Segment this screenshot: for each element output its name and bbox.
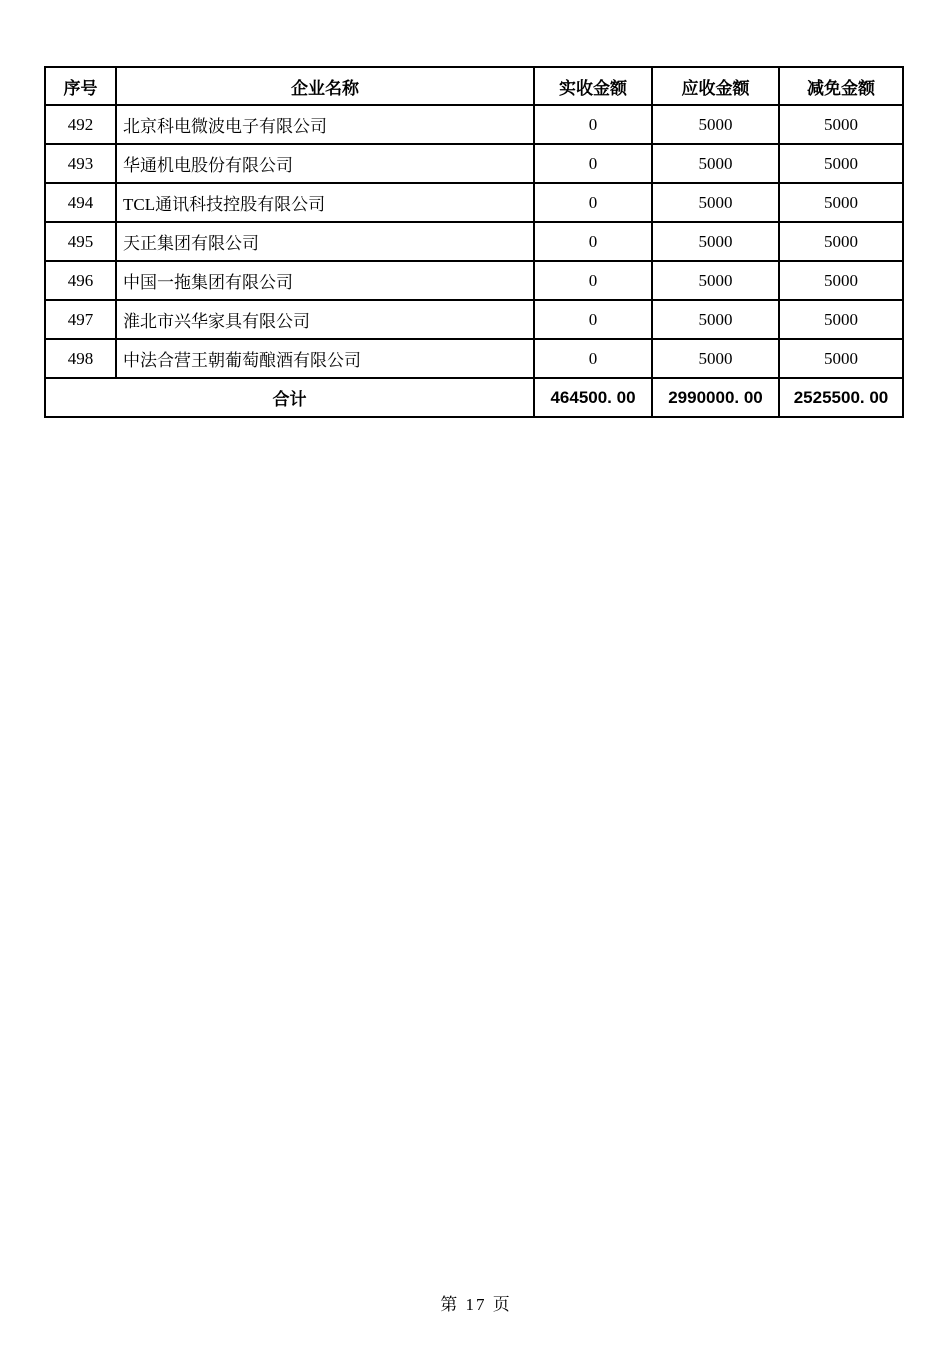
- table-row: [45, 261, 903, 300]
- reduction-amount-cell: 5000: [779, 183, 903, 222]
- received-amount-cell: 0: [534, 300, 652, 339]
- total-received-cell: 464500. 00: [534, 378, 652, 417]
- table-row: [45, 300, 903, 339]
- page-number: 第 17 页: [440, 1295, 512, 1314]
- table-row: [45, 183, 903, 222]
- header-cell-received: 实收金额: [534, 67, 652, 105]
- row-index-cell: 495: [45, 222, 116, 261]
- table-header-row: [45, 67, 903, 105]
- row-index-cell: 492: [45, 105, 116, 144]
- company-name-cell: 北京科电微波电子有限公司: [116, 105, 534, 144]
- reduction-amount-cell: 5000: [779, 300, 903, 339]
- row-index-cell: 497: [45, 300, 116, 339]
- total-reduction-cell: 2525500. 00: [779, 378, 903, 417]
- reduction-amount-cell: 5000: [779, 339, 903, 378]
- company-name-cell: 天正集团有限公司: [116, 222, 534, 261]
- company-name-cell: 华通机电股份有限公司: [116, 144, 534, 183]
- total-label-cell: 合计: [45, 378, 534, 417]
- total-receivable-cell: 2990000. 00: [652, 378, 779, 417]
- reduction-amount-cell: 5000: [779, 222, 903, 261]
- receivable-amount-cell: 5000: [652, 183, 779, 222]
- header-cell-reduction: 减免金额: [779, 67, 903, 105]
- reduction-amount-cell: 5000: [779, 144, 903, 183]
- receivable-amount-cell: 5000: [652, 261, 779, 300]
- received-amount-cell: 0: [534, 144, 652, 183]
- received-amount-cell: 0: [534, 183, 652, 222]
- row-index-cell: 496: [45, 261, 116, 300]
- received-amount-cell: 0: [534, 105, 652, 144]
- reduction-amount-cell: 5000: [779, 261, 903, 300]
- header-cell-receivable: 应收金额: [652, 67, 779, 105]
- row-index-cell: 494: [45, 183, 116, 222]
- company-name-cell: 中国一拖集团有限公司: [116, 261, 534, 300]
- receivable-amount-cell: 5000: [652, 339, 779, 378]
- reduction-amount-cell: 5000: [779, 105, 903, 144]
- row-index-cell: 498: [45, 339, 116, 378]
- receivable-amount-cell: 5000: [652, 222, 779, 261]
- row-index-cell: 493: [45, 144, 116, 183]
- receivable-amount-cell: 5000: [652, 144, 779, 183]
- received-amount-cell: 0: [534, 261, 652, 300]
- header-cell-index: 序号: [45, 67, 116, 105]
- received-amount-cell: 0: [534, 339, 652, 378]
- header-cell-company: 企业名称: [116, 67, 534, 105]
- company-name-cell: TCL通讯科技控股有限公司: [116, 183, 534, 222]
- table-row: [45, 144, 903, 183]
- received-amount-cell: 0: [534, 222, 652, 261]
- receivable-amount-cell: 5000: [652, 300, 779, 339]
- company-name-cell: 淮北市兴华家具有限公司: [116, 300, 534, 339]
- table-row: [45, 105, 903, 144]
- fee-summary-table: [44, 66, 904, 418]
- table-row: [45, 222, 903, 261]
- table-row: [45, 339, 903, 378]
- table-total-row: [45, 378, 903, 417]
- receivable-amount-cell: 5000: [652, 105, 779, 144]
- company-name-cell: 中法合营王朝葡萄酿酒有限公司: [116, 339, 534, 378]
